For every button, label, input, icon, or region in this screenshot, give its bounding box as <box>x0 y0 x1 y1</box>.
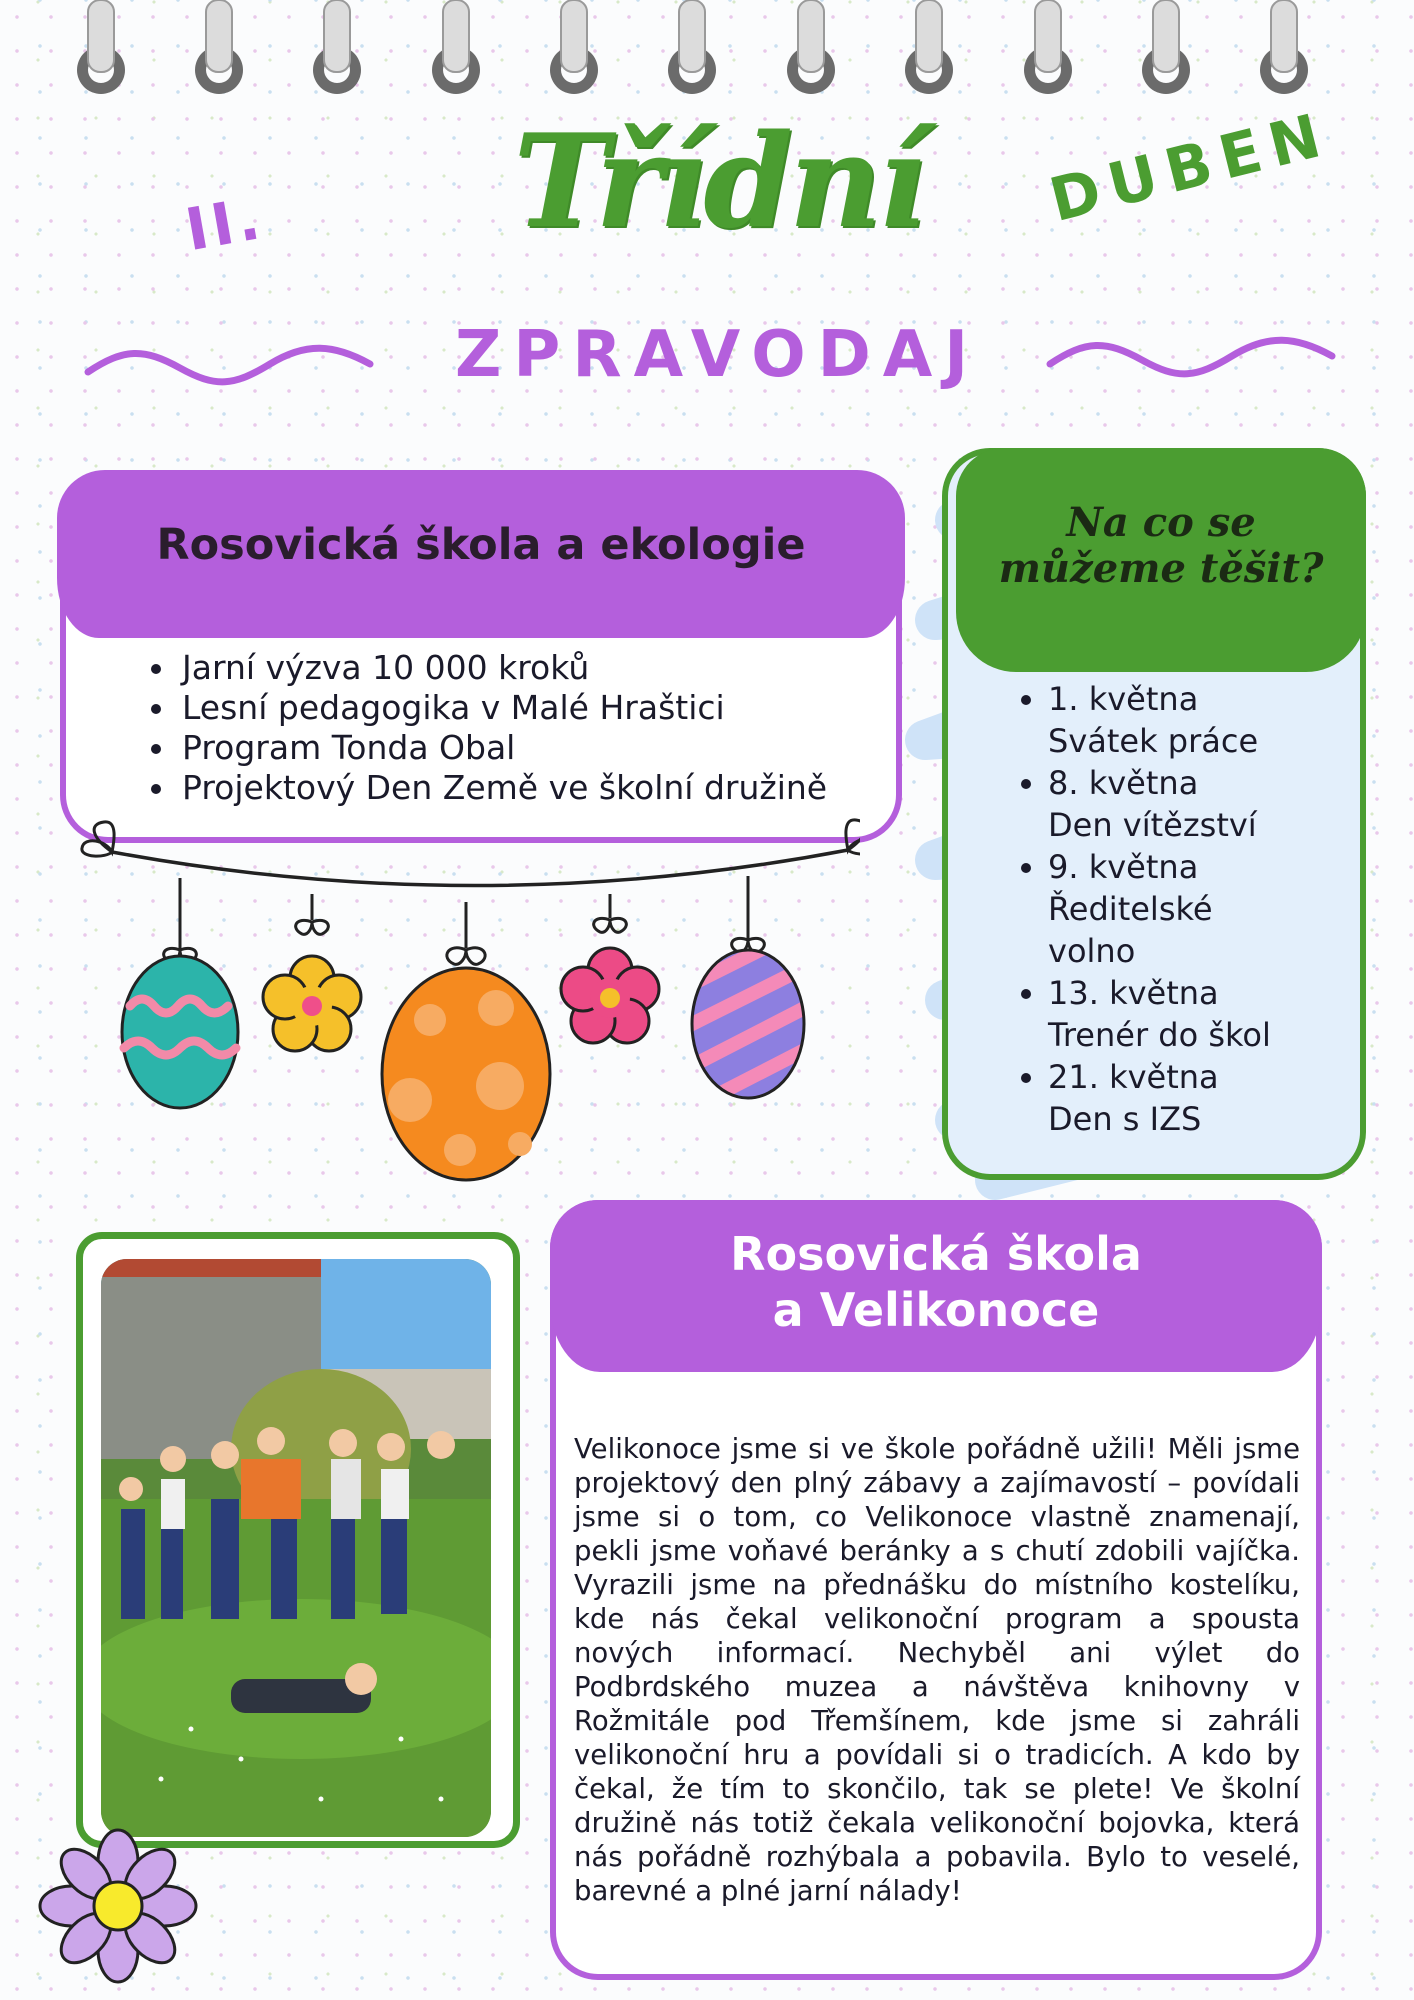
event-name: Ředitelské volno <box>1048 890 1213 970</box>
wave-icon <box>1046 330 1336 380</box>
class-photo <box>101 1259 491 1837</box>
easter-egg-icon <box>680 930 820 1114</box>
spiral-ring-icon <box>75 0 127 100</box>
event-name: Trenér do škol <box>1048 1016 1271 1054</box>
ecology-list <box>140 648 827 808</box>
spiral-ring-icon <box>903 0 955 100</box>
event-date: • 13. května <box>1048 974 1219 1012</box>
list-item: • Program Tonda Obal <box>178 728 827 768</box>
spiral-ring-icon <box>548 0 600 100</box>
bow-icon <box>82 820 860 856</box>
easter-article-text: Velikonoce jsme si ve škole pořádně užili! Měli jsme projektový den plný zábavy a zajímavostí – povídali jsme si o tom, co Velikonoce vlastně znamenají, pekli jsme voňavé beránky a s chutí zdobili vajíčka. Vyrazili jsme na přednášku do místního kostelíku, kde nás čekal velikonoční program a spousta nových informací. Nechyběl ani výlet do Podbrdského muzea a návštěva knihovny v Rožmitále pod Třemšínem, kde jsme si zahráli velikonoční hru a povídali si o tradicích. A kdo by čekal, že tím to skončilo, tak se plete! Ve školní družině nás totiž čekala velikonoční bojovka, která nás pořádně rozhýbala a pobavila. Bylo to veselé, barevné a plné jarní nálady! <box>574 1433 1300 1907</box>
wave-icon <box>84 338 374 388</box>
list-item <box>1048 678 1348 762</box>
event-date: • 8. května <box>1048 764 1199 802</box>
issue-number: II. <box>180 183 269 265</box>
event-name: Den s IZS <box>1048 1100 1202 1138</box>
spiral-ring-icon <box>666 0 718 100</box>
list-item: • Jarní výzva 10 000 kroků <box>178 648 827 688</box>
upcoming-title-line: můžeme těšit? <box>998 545 1324 592</box>
spiral-ring-icon <box>1022 0 1074 100</box>
upcoming-events-list <box>1018 678 1348 1140</box>
page-title: Třídní <box>513 107 923 257</box>
upcoming-title-line: Na co se <box>1066 499 1256 546</box>
easter-title-line: a Velikonoce <box>772 1283 1100 1337</box>
event-date: • 9. května <box>1048 848 1199 886</box>
month-label: DUBEN <box>1043 99 1337 236</box>
easter-egg-icon <box>382 968 550 1180</box>
flower-icon <box>26 1826 212 1986</box>
list-item: • Lesní pedagogika v Malé Hraštici <box>178 688 827 728</box>
easter-egg-icon <box>122 956 238 1108</box>
list-item <box>1048 846 1348 972</box>
flower-icon <box>263 956 361 1051</box>
easter-title <box>550 1226 1322 1338</box>
page-subtitle: ZPRAVODAJ <box>455 318 981 392</box>
easter-title-line: Rosovická škola <box>730 1227 1142 1281</box>
event-date: • 21. května <box>1048 1058 1219 1096</box>
ecology-title: Rosovická škola a ekologie <box>156 520 806 570</box>
upcoming-title <box>956 500 1366 592</box>
list-item <box>1048 762 1348 846</box>
spiral-ring-icon <box>785 0 837 100</box>
list-item <box>1048 972 1348 1056</box>
spiral-ring-icon <box>311 0 363 100</box>
event-name: Den vítězství <box>1048 806 1257 844</box>
list-item: • Projektový Den Země ve školní družině <box>178 768 827 808</box>
egg-garland <box>80 810 860 1210</box>
event-name: Svátek práce <box>1048 722 1259 760</box>
spiral-ring-icon <box>430 0 482 100</box>
spiral-ring-icon <box>1258 0 1310 100</box>
spiral-ring-icon <box>193 0 245 100</box>
flower-icon <box>561 948 659 1043</box>
event-date: • 1. května <box>1048 680 1199 718</box>
spiral-ring-icon <box>1140 0 1192 100</box>
list-item <box>1048 1056 1348 1140</box>
